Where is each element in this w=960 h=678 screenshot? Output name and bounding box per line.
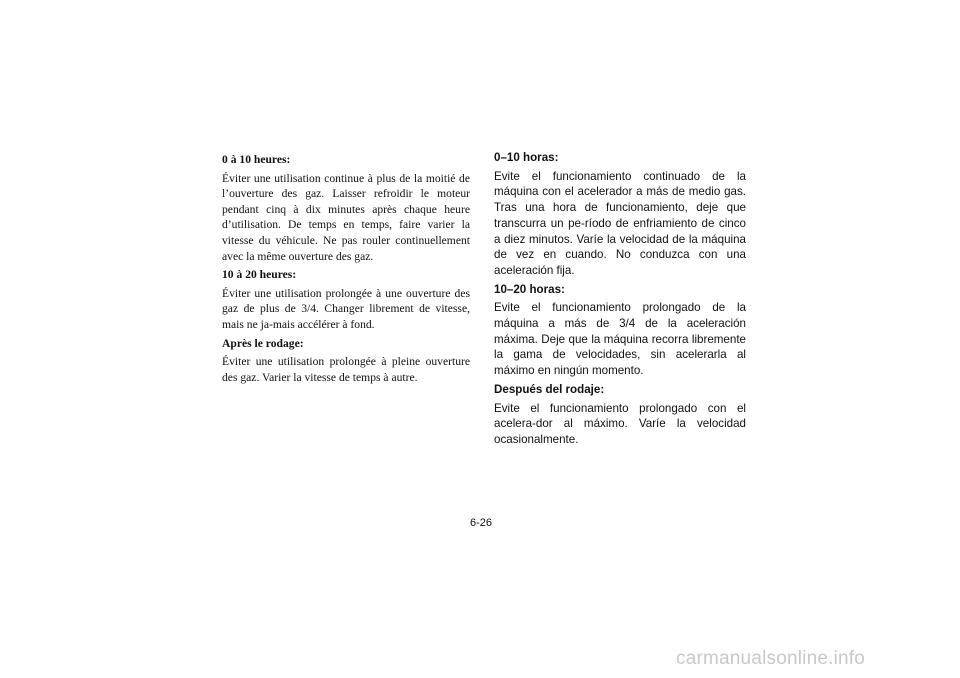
section-heading-0-10-hours-es: 0–10 horas: [494, 151, 559, 164]
section-text-0-10-hours-es: Evite el funcionamiento continuado de la máquina con el acelerador a más de medio gas. Tras una hora de funcionamiento, deje que transcurra un pe-ríodo de enfriamiento de cinco a diez minutos. Varíe la velocidad de la máquina de vez en cuando. No conduzca con una aceleración fija. [494, 169, 746, 277]
section-heading-10-20-hours-fr: 10 à 20 heures: [222, 268, 297, 282]
section-heading-0-10-hours-fr: 0 à 10 heures: [222, 153, 291, 166]
section-text-10-20-hours-es: Evite el funcionamiento prolongado de la máquina a más de 3/4 de la aceleración máxima. Deje que la máquina recorra libremente la gama de velocidades, sin acelerarla al máximo en ningún momento. [494, 301, 746, 378]
page-number: 6-26 [470, 517, 493, 529]
section-text-10-20-hours-fr: Éviter une utilisation prolongée à une ouverture des gaz de plus de 3/4. Changer librement de vitesse, mais ne ja-mais accélérer à fond. [222, 286, 470, 331]
section-heading-10-20-hours-es: 10–20 horas: [494, 282, 565, 296]
spanish-column [494, 150, 746, 451]
watermark: carmanualsonline.info [676, 648, 866, 669]
french-column [222, 152, 470, 388]
section-text-after-break-in-fr: Éviter une utilisation prolongée à pleine ouverture des gaz. Varier la vitesse de temps à autre. [222, 355, 470, 384]
section-text-after-break-in-es: Evite el funcionamiento prolongado con el acelera-dor al máximo. Varíe la velocidad ocasionalmente. [494, 401, 746, 446]
section-heading-after-break-in-fr: Après le rodage: [222, 336, 304, 350]
section-heading-after-break-in-es: Después del rodaje: [494, 382, 605, 396]
section-text-0-10-hours-fr: Éviter une utilisation continue à plus de la moitié de l’ouverture des gaz. Laisser refroidir le moteur pendant cinq à dix minutes après chaque heure d’utilisation. De temps en temps, faire varier la vitesse du véhicule. Ne pas rouler continuellement avec la même ouverture des gaz. [222, 171, 470, 263]
